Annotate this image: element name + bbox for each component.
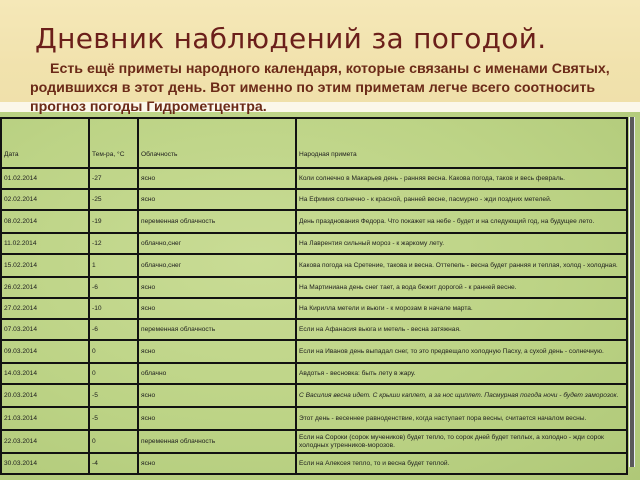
- cell-sign: Если на Сороки (сорок мучеников) будет тепло, то сорок дней будет теплых, а холодно - жди сорок холодных утренников-морозов.: [296, 430, 627, 453]
- cell-temp: -4: [89, 453, 138, 474]
- cell-cloud: ясно: [138, 384, 296, 407]
- cell-temp: -5: [89, 384, 138, 407]
- cell-sign: Коли солнечно в Макарьев день - ранняя весна. Какова погода, таков и весь февраль.: [296, 168, 627, 189]
- cell-temp: -12: [89, 233, 138, 254]
- cell-date: 27.02.2014: [1, 298, 89, 319]
- slide-intro: [30, 60, 630, 117]
- cell-cloud: ясно: [138, 189, 296, 210]
- cell-cloud: ясно: [138, 298, 296, 319]
- cell-date: 15.02.2014: [1, 254, 89, 277]
- table-row: [1, 277, 627, 298]
- cell-temp: -19: [89, 210, 138, 233]
- cell-temp: -27: [89, 168, 138, 189]
- cell-cloud: облачно: [138, 363, 296, 384]
- cell-cloud: ясно: [138, 168, 296, 189]
- table-row: [1, 254, 627, 277]
- cell-date: 11.02.2014: [1, 233, 89, 254]
- slide-title: Дневник наблюдений за погодой.: [35, 22, 547, 55]
- table-row: [1, 233, 627, 254]
- cell-date: 02.02.2014: [1, 189, 89, 210]
- table-right-double-border: [629, 117, 635, 467]
- cell-sign: На Мартиниана день снег тает, а вода бежит дорогой - к ранней весне.: [296, 277, 627, 298]
- table-row: [1, 189, 627, 210]
- header-temp: Тем-ра, °С: [89, 118, 138, 168]
- weather-diary-table: [0, 117, 628, 475]
- cell-date: 21.03.2014: [1, 407, 89, 430]
- cell-temp: -6: [89, 319, 138, 340]
- header-sign: Народная примета: [296, 118, 627, 168]
- cell-date: 08.02.2014: [1, 210, 89, 233]
- table-row: [1, 407, 627, 430]
- cell-sign: С Василия весна идет. С крыши каплет, а за нос щиплет. Пасмурная погода ночи - будет заморозок.: [296, 384, 627, 407]
- cell-cloud: облачно,снег: [138, 233, 296, 254]
- table-row: [1, 453, 627, 474]
- header-cloud: Облачность: [138, 118, 296, 168]
- cell-cloud: ясно: [138, 453, 296, 474]
- table-row: [1, 363, 627, 384]
- cell-sign: Какова погода на Сретение, такова и весна. Оттепель - весна будет ранняя и теплая, холод - холодная.: [296, 254, 627, 277]
- cell-sign: На Кирилла метели и вьюги - к морозам в начале марта.: [296, 298, 627, 319]
- cell-sign: Если на Иванов день выпадал снег, то это предвещало холодную Пасху, а сухой день - солнечную.: [296, 340, 627, 363]
- cell-cloud: переменная облачность: [138, 430, 296, 453]
- cell-sign: На Лаврентия сильный мороз - к жаркому лету.: [296, 233, 627, 254]
- cell-date: 30.03.2014: [1, 453, 89, 474]
- cell-date: 22.03.2014: [1, 430, 89, 453]
- cell-cloud: ясно: [138, 407, 296, 430]
- table-row: [1, 340, 627, 363]
- cell-date: 20.03.2014: [1, 384, 89, 407]
- cell-sign: День празднования Федора. Что покажет на небе - будет и на следующий год, на будущее лето.: [296, 210, 627, 233]
- cell-temp: 0: [89, 430, 138, 453]
- cell-temp: -10: [89, 298, 138, 319]
- slide-intro-text: Есть ещё приметы народного календаря, которые связаны с именами Святых, родившихся в этот день. Вот именно по этим приметам легче всего соотносить прогноз погоды Гидрометцентра.: [30, 61, 610, 115]
- cell-date: 09.03.2014: [1, 340, 89, 363]
- cell-sign: Если на Алексея тепло, то и весна будет теплой.: [296, 453, 627, 474]
- cell-cloud: переменная облачность: [138, 319, 296, 340]
- cell-cloud: облачно,снег: [138, 254, 296, 277]
- cell-temp: 0: [89, 363, 138, 384]
- cell-cloud: ясно: [138, 277, 296, 298]
- table-row: [1, 168, 627, 189]
- table-row: [1, 430, 627, 453]
- cell-cloud: переменная облачность: [138, 210, 296, 233]
- table-row: [1, 210, 627, 233]
- cell-cloud: ясно: [138, 340, 296, 363]
- cell-temp: -5: [89, 407, 138, 430]
- table-header-row: [1, 118, 627, 168]
- cell-date: 14.03.2014: [1, 363, 89, 384]
- cell-sign: Этот день - весеннее равноденствие, когда наступает пора весны, считается началом весны.: [296, 407, 627, 430]
- cell-date: 07.03.2014: [1, 319, 89, 340]
- cell-sign: На Ефимия солнечно - к красной, ранней весне, пасмурно - жди поздних метелей.: [296, 189, 627, 210]
- cell-temp: -25: [89, 189, 138, 210]
- cell-temp: -6: [89, 277, 138, 298]
- cell-date: 26.02.2014: [1, 277, 89, 298]
- cell-sign: Авдотья - весновка: быть лету в жару.: [296, 363, 627, 384]
- header-date: Дата: [1, 118, 89, 168]
- cell-temp: 1: [89, 254, 138, 277]
- table-row: [1, 384, 627, 407]
- cell-date: 01.02.2014: [1, 168, 89, 189]
- cell-sign: Если на Афанасия вьюга и метель - весна затяжная.: [296, 319, 627, 340]
- cell-temp: 0: [89, 340, 138, 363]
- table-row: [1, 319, 627, 340]
- table-row: [1, 298, 627, 319]
